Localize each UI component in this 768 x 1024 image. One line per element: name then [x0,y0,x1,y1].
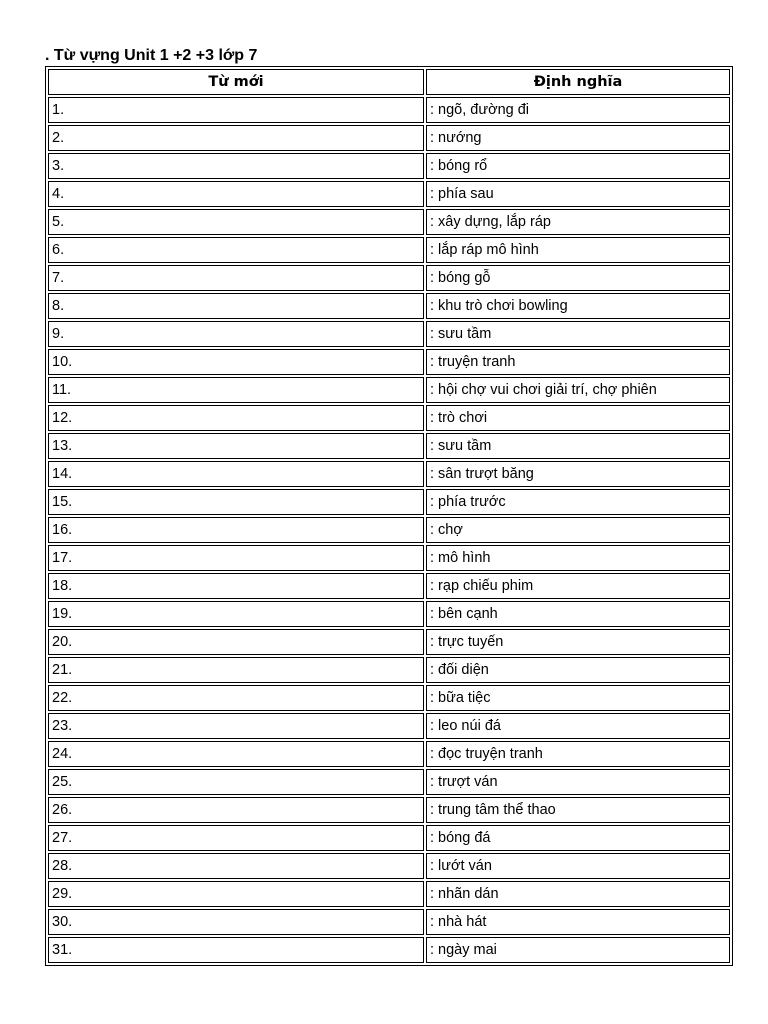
table-row [48,237,730,263]
word-number-cell: 19. [48,601,424,627]
definition-cell: : rạp chiếu phim [426,573,730,599]
word-number-cell: 3. [48,153,424,179]
word-number-cell: 7. [48,265,424,291]
definition-cell: : nhà hát [426,909,730,935]
table-row [48,629,730,655]
table-row [48,489,730,515]
definition-cell: : xây dựng, lắp ráp [426,209,730,235]
word-number-cell: 18. [48,573,424,599]
word-number-cell: 20. [48,629,424,655]
definition-cell: : nhãn dán [426,881,730,907]
word-number-cell: 24. [48,741,424,767]
word-number-cell: 22. [48,685,424,711]
table-body [48,97,730,963]
word-number-cell: 28. [48,853,424,879]
word-number-cell: 15. [48,489,424,515]
definition-cell: : chợ [426,517,730,543]
definition-cell: : nướng [426,125,730,151]
table-row [48,769,730,795]
table-row [48,881,730,907]
table-row [48,517,730,543]
word-number-cell: 14. [48,461,424,487]
definition-cell: : lắp ráp mô hình [426,237,730,263]
column-header-new-word: Từ mới [48,69,424,95]
word-number-cell: 25. [48,769,424,795]
word-number-cell: 2. [48,125,424,151]
table-row [48,573,730,599]
table-row [48,461,730,487]
table-row [48,209,730,235]
word-number-cell: 11. [48,377,424,403]
word-number-cell: 1. [48,97,424,123]
word-number-cell: 5. [48,209,424,235]
word-number-cell: 27. [48,825,424,851]
definition-cell: : bóng rổ [426,153,730,179]
definition-cell: : mô hình [426,545,730,571]
definition-cell: : trung tâm thể thao [426,797,730,823]
table-row [48,741,730,767]
column-header-definition: Định nghĩa [426,69,730,95]
word-number-cell: 10. [48,349,424,375]
word-number-cell: 13. [48,433,424,459]
table-row [48,265,730,291]
definition-cell: : sân trượt băng [426,461,730,487]
definition-cell: : hội chợ vui chơi giải trí, chợ phiên [426,377,730,403]
table-row [48,349,730,375]
table-row [48,657,730,683]
table-row [48,685,730,711]
vocabulary-table [45,66,733,966]
table-row [48,405,730,431]
table-row [48,797,730,823]
definition-cell: : leo núi đá [426,713,730,739]
table-row [48,545,730,571]
table-row [48,377,730,403]
word-number-cell: 16. [48,517,424,543]
definition-cell: : phía sau [426,181,730,207]
definition-cell: : sưu tầm [426,321,730,347]
definition-cell: : ngày mai [426,937,730,963]
definition-cell: : lướt ván [426,853,730,879]
table-row [48,853,730,879]
definition-cell: : ngõ, đường đi [426,97,730,123]
definition-cell: : trượt ván [426,769,730,795]
definition-cell: : trò chơi [426,405,730,431]
word-number-cell: 30. [48,909,424,935]
word-number-cell: 21. [48,657,424,683]
definition-cell: : đọc truyện tranh [426,741,730,767]
table-row [48,153,730,179]
definition-cell: : bóng gỗ [426,265,730,291]
table-row [48,433,730,459]
table-row [48,909,730,935]
word-number-cell: 6. [48,237,424,263]
table-row [48,97,730,123]
definition-cell: : truyện tranh [426,349,730,375]
definition-cell: : bữa tiệc [426,685,730,711]
definition-cell: : khu trò chơi bowling [426,293,730,319]
word-number-cell: 23. [48,713,424,739]
word-number-cell: 26. [48,797,424,823]
word-number-cell: 31. [48,937,424,963]
word-number-cell: 8. [48,293,424,319]
table-row [48,125,730,151]
table-row [48,601,730,627]
word-number-cell: 17. [48,545,424,571]
definition-cell: : bóng đá [426,825,730,851]
word-number-cell: 9. [48,321,424,347]
table-row [48,937,730,963]
word-number-cell: 29. [48,881,424,907]
definition-cell: : trực tuyến [426,629,730,655]
document-title: . Từ vựng Unit 1 +2 +3 lớp 7 [45,47,258,64]
table-row [48,321,730,347]
table-row [48,181,730,207]
table-row [48,825,730,851]
definition-cell: : đối diện [426,657,730,683]
word-number-cell: 4. [48,181,424,207]
word-number-cell: 12. [48,405,424,431]
table-header-row [48,69,730,95]
table-row [48,713,730,739]
definition-cell: : sưu tầm [426,433,730,459]
definition-cell: : bên cạnh [426,601,730,627]
table-row [48,293,730,319]
definition-cell: : phía trước [426,489,730,515]
